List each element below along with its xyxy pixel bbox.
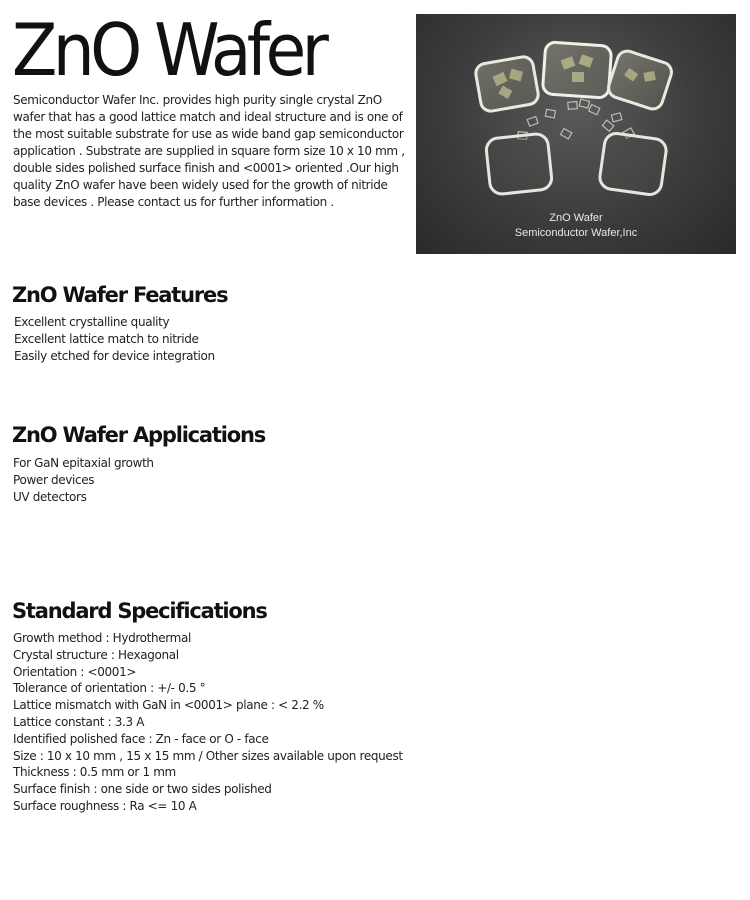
wafer-box-top-right bbox=[606, 49, 674, 112]
spec-thickness: Thickness : 0.5 mm or 1 mm bbox=[13, 765, 176, 780]
spec-lattice-constant: Lattice constant : 3.3 A bbox=[13, 714, 145, 729]
list-item: Excellent lattice match to nitride bbox=[14, 331, 199, 346]
intro-paragraph: Semiconductor Wafer Inc. provides high purity single crystal ZnO wafer that has a good lattice match and ideal structure and is one of the most suitable substrate for use as wide band gap semiconductor application . Substrate are supplied in square form size 10 x 10 mm , double sides polished surface finish and <0001> oriented .Our high quality ZnO wafer have been widely used for the growth of nitride base devices . Please contact us for further information . bbox=[13, 93, 405, 209]
applications-heading: ZnO Wafer Applications bbox=[12, 423, 266, 447]
spec-surface-roughness: Surface roughness : Ra <= 10 A bbox=[13, 798, 197, 813]
list-item: Excellent crystalline quality bbox=[14, 315, 170, 329]
photo-caption-company: Semiconductor Wafer,Inc bbox=[514, 227, 638, 239]
spec-surface-finish: Surface finish : one side or two sides polished bbox=[13, 782, 272, 797]
wafer-box-top-middle bbox=[542, 42, 611, 98]
specifications-list bbox=[13, 630, 403, 815]
spec-lattice-mismatch: Lattice mismatch with GaN in <0001> plane : < 2.2 % bbox=[13, 698, 324, 713]
applications-list bbox=[13, 455, 154, 505]
photo-caption-title: ZnO Wafer bbox=[549, 212, 603, 224]
list-item: UV detectors bbox=[13, 489, 87, 504]
product-photo bbox=[416, 14, 736, 254]
spec-size: Size : 10 x 10 mm , 15 x 15 mm / Other sizes available upon request bbox=[13, 748, 403, 763]
empty-box-bottom-left bbox=[485, 133, 553, 195]
spec-crystal-structure: Crystal structure : Hexagonal bbox=[13, 647, 179, 662]
page-title: ZnO Wafer bbox=[12, 8, 325, 92]
spec-orientation-tolerance: Tolerance of orientation : +/- 0.5 ° bbox=[13, 681, 206, 696]
list-item: Easily etched for device integration bbox=[14, 348, 215, 363]
spec-polished-face: Identified polished face : Zn - face or O - face bbox=[13, 731, 269, 746]
spec-growth-method: Growth method : Hydrothermal bbox=[13, 631, 192, 645]
features-heading: ZnO Wafer Features bbox=[12, 283, 228, 307]
list-item: For GaN epitaxial growth bbox=[13, 456, 154, 470]
spec-orientation: Orientation : <0001> bbox=[13, 664, 137, 679]
specifications-heading: Standard Specifications bbox=[12, 599, 267, 623]
list-item: Power devices bbox=[13, 472, 95, 487]
empty-box-bottom-right bbox=[598, 132, 667, 196]
features-list bbox=[14, 314, 215, 364]
wafer-box-top-left bbox=[474, 55, 539, 112]
